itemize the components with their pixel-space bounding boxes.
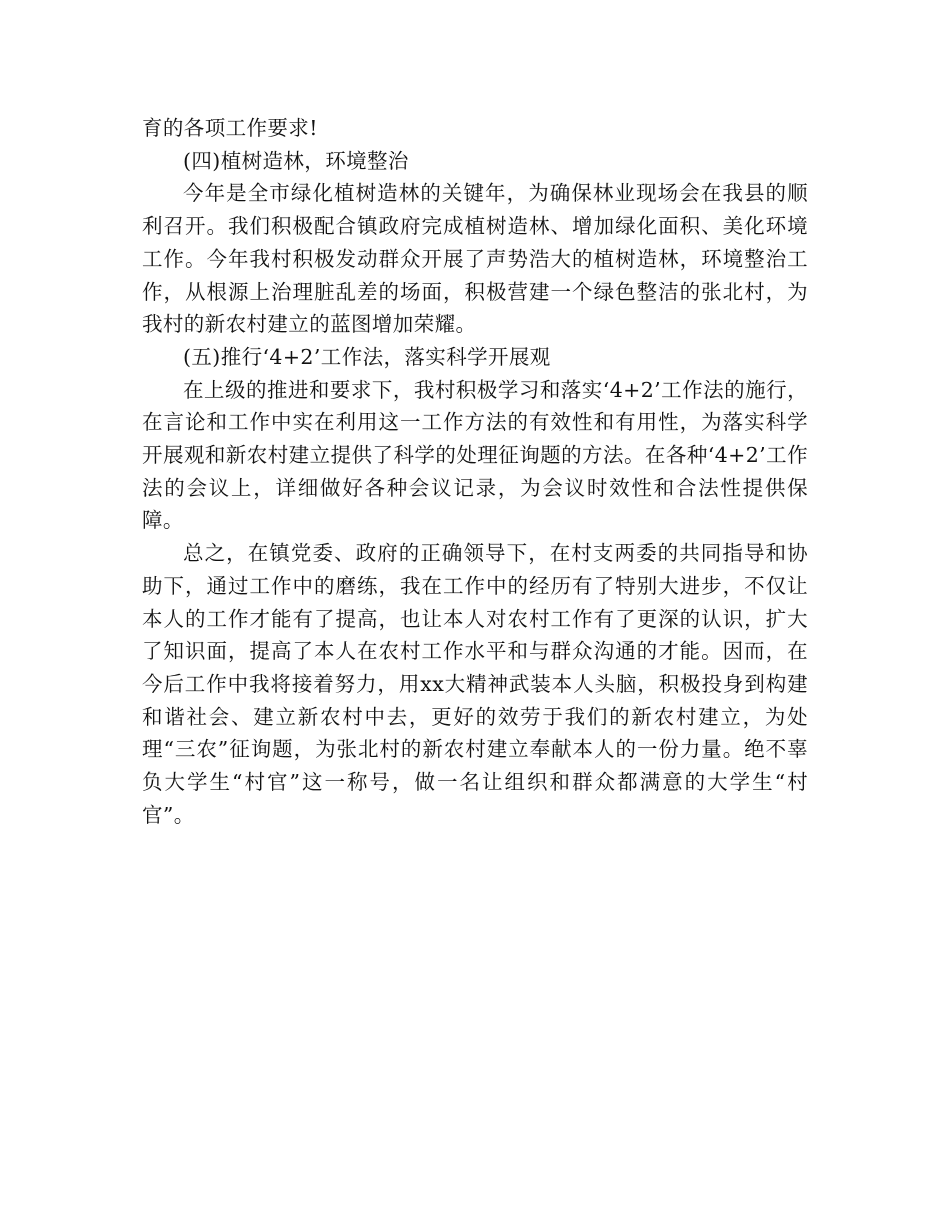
section-heading-four: (四)植树造林，环境整治 bbox=[183, 148, 409, 173]
paragraph-tree-planting: 今年是全市绿化植树造林的关键年，为确保林业现场会在我县的顺利召开。我们积极配合镇政府完成植树造林、增加绿化面积、美化环境工作。今年我村积极发动群众开展了声势浩大的植树造林，环境整治工作，从根源上治理脏乱差的场面，积极营建一个绿色整洁的张北村，为我村的新农村建立的蓝图增加荣耀。 bbox=[142, 181, 808, 337]
paragraph-continuation: 育的各项工作要求! bbox=[142, 116, 318, 140]
paragraph-4-2-method: 在上级的推进和要求下，我村积极学习和落实‘4+2’工作法的施行，在言论和工作中实在利用这一工作方法的有效性和有用性，为落实科学开展观和新农村建立提供了科学的处理征询题的方法。在各种‘4+2’工作法的会议上，详细做好各种会议记录，为会议时效性和合法性提供保障。 bbox=[142, 377, 808, 533]
document-body bbox=[142, 112, 808, 831]
paragraph-summary: 总之，在镇党委、政府的正确领导下，在村支两委的共同指导和协助下，通过工作中的磨练，我在工作中的经历有了特别大进步，不仅让本人的工作才能有了提高，也让本人对农村工作有了更深的认识，扩大了知识面，提高了本人在农村工作水平和与群众沟通的才能。因而，在今后工作中我将接着努力，用xx大精神武装本人头脑，积极投身到构建和谐社会、建立新农村中去，更好的效劳于我们的新农村建立，为处理“三农”征询题，为张北村的新农村建立奉献本人的一份力量。绝不辜负大学生“村官”这一称号，做一名让组织和群众都满意的大学生“村官”。 bbox=[142, 541, 808, 827]
section-heading-five: (五)推行‘4+2’工作法，落实科学开展观 bbox=[183, 344, 551, 369]
